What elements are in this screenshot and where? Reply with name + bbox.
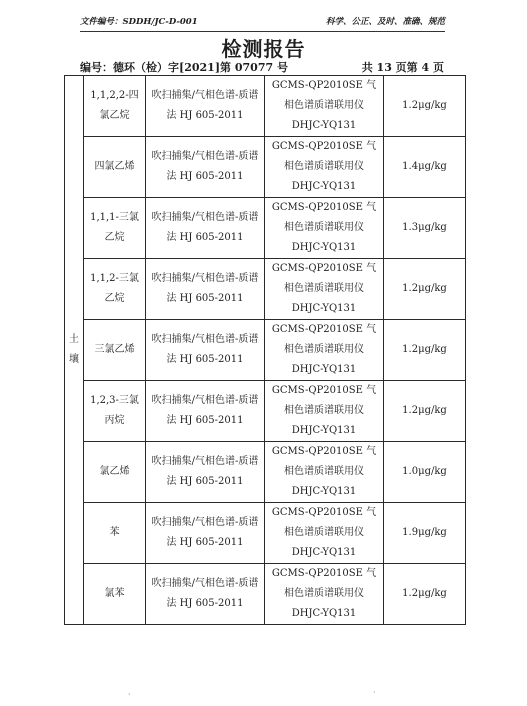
method-cell: 吹扫捕集/气相色谱-质谱法 HJ 605-2011: [146, 137, 265, 198]
detection-limit-cell: 1.4μg/kg: [384, 137, 466, 198]
instrument-cell: GCMS-QP2010SE 气相色谱质谱联用仪 DHJC-YQ131: [265, 320, 384, 381]
instrument-cell: GCMS-QP2010SE 气相色谱质谱联用仪 DHJC-YQ131: [265, 76, 384, 137]
detection-limit-cell: 1.2μg/kg: [384, 76, 466, 137]
method-cell: 吹扫捕集/气相色谱-质谱法 HJ 605-2011: [146, 198, 265, 259]
method-cell: 吹扫捕集/气相色谱-质谱法 HJ 605-2011: [146, 442, 265, 503]
table-row: [65, 381, 466, 442]
instrument-cell: GCMS-QP2010SE 气相色谱质谱联用仪 DHJC-YQ131: [265, 503, 384, 564]
instrument-cell: GCMS-QP2010SE 气相色谱质谱联用仪 DHJC-YQ131: [265, 198, 384, 259]
detection-limit-cell: 1.2μg/kg: [384, 381, 466, 442]
instrument-cell: GCMS-QP2010SE 气相色谱质谱联用仪 DHJC-YQ131: [265, 259, 384, 320]
scan-speck: ·: [128, 690, 131, 699]
scan-speck: ·: [373, 688, 376, 697]
category-cell: 土壤: [65, 76, 84, 625]
item-cell: 1,1,2,2-四氯乙烷: [84, 76, 146, 137]
instrument-cell: GCMS-QP2010SE 气相色谱质谱联用仪 DHJC-YQ131: [265, 564, 384, 625]
detection-limit-cell: 1.3μg/kg: [384, 198, 466, 259]
instrument-cell: GCMS-QP2010SE 气相色谱质谱联用仪 DHJC-YQ131: [265, 442, 384, 503]
report-title: 检测报告: [221, 37, 306, 61]
item-cell: 1,1,2-三氯乙烷: [84, 259, 146, 320]
document-header: [80, 13, 445, 32]
detection-limit-cell: 1.0μg/kg: [384, 442, 466, 503]
table-row: [65, 320, 466, 381]
instrument-cell: GCMS-QP2010SE 气相色谱质谱联用仪 DHJC-YQ131: [265, 381, 384, 442]
motto: 科学、公正、及时、准确、规范: [325, 17, 445, 27]
method-cell: 吹扫捕集/气相色谱-质谱法 HJ 605-2011: [146, 381, 265, 442]
results-table: [64, 75, 466, 625]
method-cell: 吹扫捕集/气相色谱-质谱法 HJ 605-2011: [146, 320, 265, 381]
detection-limit-cell: 1.2μg/kg: [384, 259, 466, 320]
item-cell: 四氯乙烯: [84, 137, 146, 198]
table-row: [65, 198, 466, 259]
page-info: 共 13 页第 4 页: [361, 61, 444, 74]
table-row: [65, 259, 466, 320]
table-row: [65, 564, 466, 625]
method-cell: 吹扫捕集/气相色谱-质谱法 HJ 605-2011: [146, 76, 265, 137]
detection-limit-cell: 1.2μg/kg: [384, 564, 466, 625]
table-row: [65, 76, 466, 137]
item-cell: 1,2,3-三氯丙烷: [84, 381, 146, 442]
report-number: 编号：德环（检）字[2021]第 07077 号: [80, 61, 288, 74]
method-cell: 吹扫捕集/气相色谱-质谱法 HJ 605-2011: [146, 503, 265, 564]
item-cell: 苯: [84, 503, 146, 564]
detection-limit-cell: 1.9μg/kg: [384, 503, 466, 564]
table-row: [65, 442, 466, 503]
item-cell: 氯苯: [84, 564, 146, 625]
table-row: [65, 137, 466, 198]
item-cell: 三氯乙烯: [84, 320, 146, 381]
results-table-body: [65, 76, 466, 625]
table-row: [65, 503, 466, 564]
document-code: 文件编号：SDDH/JC-D-001: [80, 17, 198, 27]
item-cell: 氯乙烯: [84, 442, 146, 503]
method-cell: 吹扫捕集/气相色谱-质谱法 HJ 605-2011: [146, 259, 265, 320]
instrument-cell: GCMS-QP2010SE 气相色谱质谱联用仪 DHJC-YQ131: [265, 137, 384, 198]
detection-limit-cell: 1.2μg/kg: [384, 320, 466, 381]
method-cell: 吹扫捕集/气相色谱-质谱法 HJ 605-2011: [146, 564, 265, 625]
item-cell: 1,1,1-三氯乙烷: [84, 198, 146, 259]
